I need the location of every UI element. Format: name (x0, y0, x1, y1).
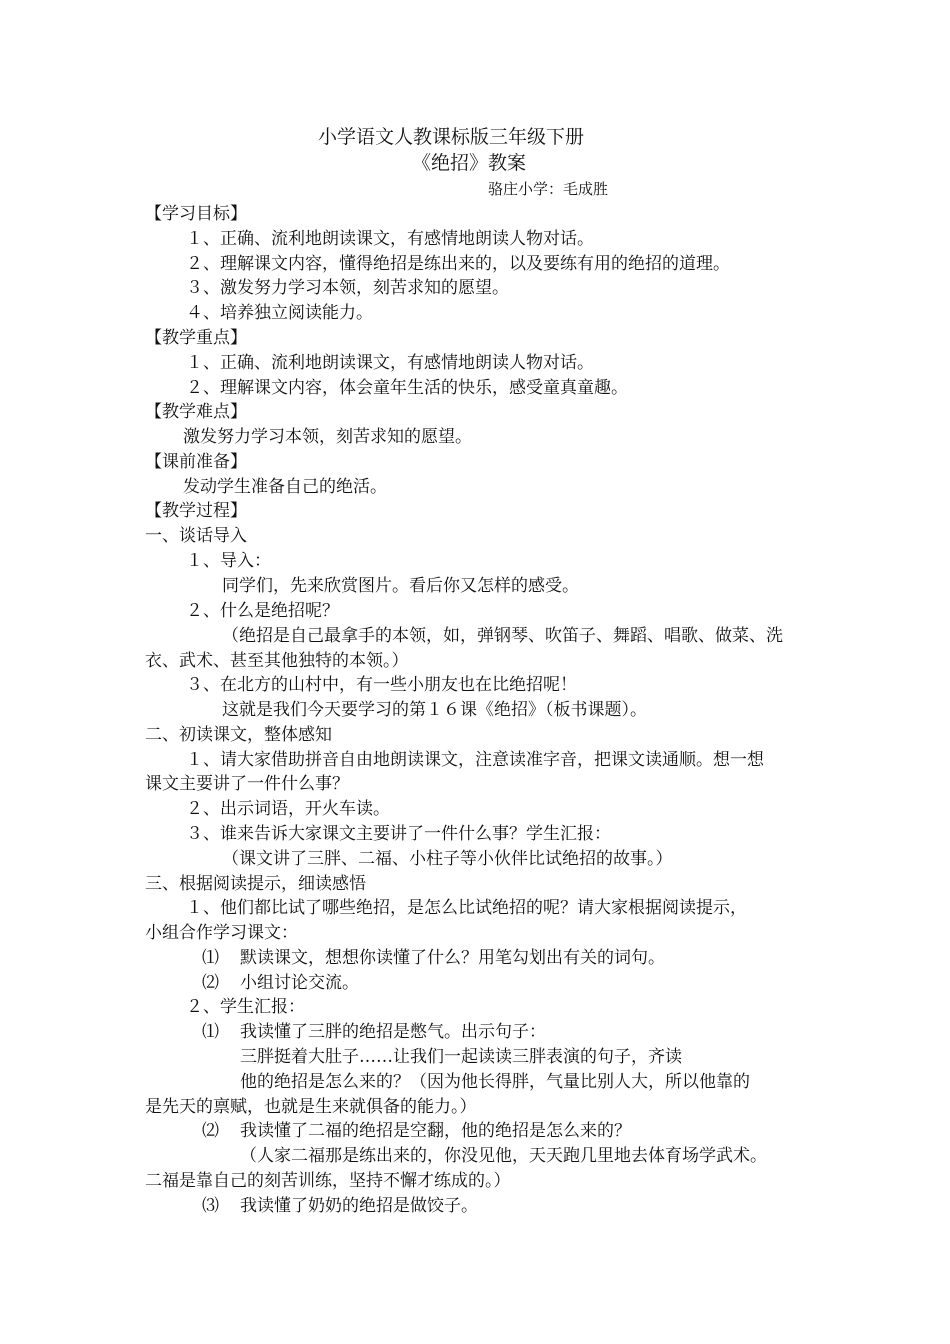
subitem-number: ⑵ (202, 1121, 219, 1141)
part2-text: 课文主要讲了一件什么事？ (145, 774, 349, 794)
subitem-text: 默读课文，想想你读懂了什么？用笔勾划出有关的词句。 (240, 948, 665, 968)
part3-text: 他的绝招是怎么来的？（因为他长得胖，气量比别人大，所以他靠的 (240, 1072, 750, 1092)
part3-text: 三胖挺着大肚子……让我们一起读读三胖表演的句子，齐读 (240, 1047, 682, 1067)
subitem-text: 我读懂了三胖的绝招是憋气。出示句子： (240, 1022, 546, 1042)
part3-step: １、他们都比试了哪些绝招，是怎么比试绝招的呢？请大家根据阅读提示， (186, 898, 747, 918)
difficulty-header: 【教学难点】 (145, 402, 247, 422)
objectives-header: 【学习目标】 (145, 204, 247, 224)
part3-text: 是先天的禀赋，也就是生来就俱备的能力。） (145, 1097, 477, 1117)
key-point-item: １、正确、流利地朗读课文，有感情地朗读人物对话。 (186, 353, 594, 373)
part1-step: １、导入： (186, 551, 271, 571)
part1-text: （绝招是自己最拿手的本领，如，弹钢琴、吹笛子、舞蹈、唱歌、做菜、洗 (222, 626, 783, 646)
part2-step: ３、谁来告诉大家课文主要讲了一件什么事？学生汇报： (186, 824, 611, 844)
part3-heading: 三、根据阅读提示，细读感悟 (145, 874, 366, 894)
objective-item: ３、激发努力学习本领，刻苦求知的愿望。 (186, 278, 509, 298)
part2-step: ２、出示词语，开火车读。 (186, 799, 390, 819)
preparation-text: 发动学生准备自己的绝活。 (183, 477, 387, 497)
part3-text: （人家二福那是练出来的，你没见他，天天跑几里地去体育场学武术。 (240, 1146, 767, 1166)
part3-subitem (202, 1021, 546, 1043)
doc-author: 骆庄小学：毛成胜 (488, 180, 609, 198)
part3-subitem (202, 972, 359, 994)
preparation-header: 【课前准备】 (145, 452, 247, 472)
part2-text: （课文讲了三胖、二福、小柱子等小伙伴比试绝招的故事。） (222, 849, 673, 869)
part1-text: 这就是我们今天要学习的第１６课《绝招》（板书课题）。 (222, 700, 647, 720)
objective-item: １、正确、流利地朗读课文，有感情地朗读人物对话。 (186, 229, 594, 249)
part2-step: １、请大家借助拼音自由地朗读课文，注意读准字音，把课文读通顺。想一想 (186, 750, 764, 770)
part1-step: ２、什么是绝招呢？ (186, 601, 339, 621)
subitem-text: 我读懂了二福的绝招是空翻，他的绝招是怎么来的？ (240, 1121, 631, 1141)
subitem-number: ⑶ (202, 1196, 219, 1216)
part3-subitem (202, 1120, 631, 1142)
subitem-number: ⑴ (202, 948, 219, 968)
subitem-text: 小组讨论交流。 (240, 973, 359, 993)
part1-text: 衣、武术、甚至其他独特的本领。） (145, 651, 409, 671)
part3-text: 二福是靠自己的刻苦训练，坚持不懈才练成的。） (145, 1171, 511, 1191)
key-points-header: 【教学重点】 (145, 328, 247, 348)
doc-title: 小学语文人教课标版三年级下册 (318, 126, 585, 148)
subitem-number: ⑴ (202, 1022, 219, 1042)
part1-text: 同学们，先来欣赏图片。看后你又怎样的感受。 (222, 576, 579, 596)
objective-item: ４、培养独立阅读能力。 (186, 303, 373, 323)
difficulty-text: 激发努力学习本领，刻苦求知的愿望。 (183, 427, 472, 447)
subitem-number: ⑵ (202, 973, 219, 993)
key-point-item: ２、理解课文内容，体会童年生活的快乐，感受童真童趣。 (186, 378, 628, 398)
doc-subtitle: 《绝招》教案 (412, 152, 527, 174)
objective-item: ２、理解课文内容，懂得绝招是练出来的，以及要练有用的绝招的道理。 (186, 254, 730, 274)
part1-heading: 一、谈话导入 (145, 526, 247, 546)
part3-step: ２、学生汇报： (186, 997, 305, 1017)
part3-text: 小组合作学习课文： (145, 923, 298, 943)
part3-subitem (202, 947, 665, 969)
part3-subitem (202, 1195, 478, 1217)
process-header: 【教学过程】 (145, 501, 247, 521)
subitem-text: 我读懂了奶奶的绝招是做饺子。 (240, 1196, 478, 1216)
part1-step: ３、在北方的山村中，有一些小朋友也在比绝招呢！ (186, 675, 577, 695)
part2-heading: 二、初读课文，整体感知 (145, 725, 332, 745)
